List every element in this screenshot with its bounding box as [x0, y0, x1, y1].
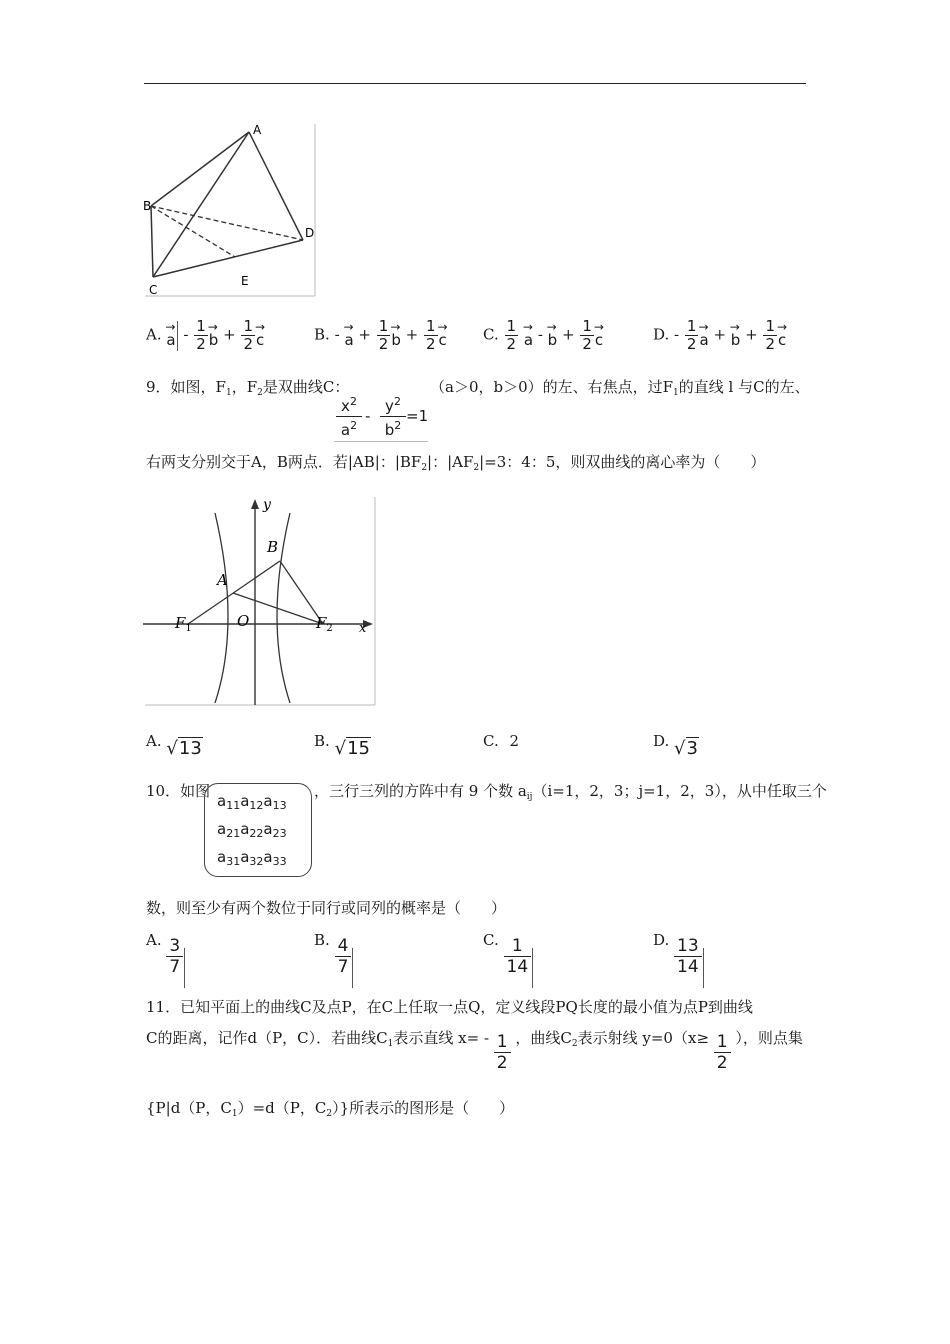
axis-x-label: x	[359, 621, 367, 636]
origin-label: O	[237, 612, 250, 630]
matrix-row-1: $a_{11}a_{12}a_{13}$	[217, 792, 287, 812]
focus-2-label: F	[316, 614, 327, 632]
matrix-row-3: $a_{31}a_{32}a_{33}$	[217, 848, 287, 868]
axis-y-label: y	[263, 497, 271, 513]
q9-option-d[interactable]: D. √3	[653, 732, 698, 759]
matrix-row-2: $a_{21}a_{22}a_{23}$	[217, 820, 287, 840]
label-D: D	[305, 226, 315, 240]
q9-option-b[interactable]: B. √15	[314, 732, 370, 759]
label-E: E	[241, 274, 249, 288]
q11-line1: 11．已知平面上的曲线C及点P，在C上任取一点Q，定义线段PQ长度的最小值为点P到曲线	[146, 998, 753, 1016]
q9-line1-left: 9．如图，$F_1$，$F_2$是双曲线C：	[146, 378, 350, 398]
q9-line1-right: （a＞0，b＞0）的左、右焦点，过$F_1$的直线 l 与C的左、	[430, 378, 810, 398]
q10-prefix: 10．如图	[146, 782, 211, 800]
q11-line3: {P|d（P，$C_1)=d(P$，$C_2$）}所表示的图形是（ ）	[146, 1099, 515, 1119]
q10-option-c[interactable]: C. $\frac{1}{14}$	[483, 930, 534, 988]
point-B-label: B	[267, 538, 279, 556]
q9-option-a[interactable]: A. √13	[146, 732, 202, 759]
q8-option-a[interactable]: A. → a - $\frac{1}{2}$ → b + $\frac{1}{2}$ → c	[146, 318, 264, 353]
label-C: C	[149, 283, 158, 297]
label-A: A	[253, 123, 262, 137]
q9-option-c[interactable]: C. 2	[483, 732, 520, 750]
svg-text:F1: $F_1$	[175, 614, 192, 634]
svg-text:F2: $F_2$	[316, 614, 333, 634]
q10-line1: ，三行三列的方阵中有 9 个数 $a_{ij}(i=1$，2，3；j=1，2，3），从中任取三个	[314, 782, 827, 802]
point-A-label: A	[217, 571, 228, 589]
q10-option-a[interactable]: A. $\frac{3}{7}$	[146, 930, 186, 988]
focus-1-label: F	[175, 614, 186, 632]
matrix-3x3	[204, 783, 312, 877]
q10-line2: 数，则至少有两个数位于同行或同列的概率是（ ）	[146, 899, 507, 917]
hyperbola-figure	[143, 495, 377, 707]
q8-option-c[interactable]: C. $\frac{1}{2}$ → a - → b + $\frac{1}{2}$ → c	[483, 318, 603, 353]
q10-option-b[interactable]: B. $\frac{4}{7}$	[314, 930, 354, 988]
hyperbola-equation: $x^2$ $a^2$ - $y^2$ $b^2$ =1	[334, 395, 428, 443]
label-B: B	[143, 199, 152, 213]
q11-line2: C的距离，记作d（P，C）．若曲线$C_1$表示直线 x= - $\frac{1}{2}$ ，曲线$C_2$表示射线 y=0（x≥ $\frac{1}{2}$ ），则点集	[146, 1029, 803, 1073]
q10-option-d[interactable]: D. $\frac{13}{14}$	[653, 930, 705, 988]
q8-option-b[interactable]: B. - → a + $\frac{1}{2}$ → b + $\frac{1}{2}$ → c	[314, 318, 447, 353]
header-rule	[144, 83, 806, 84]
q8-option-d[interactable]: D. - $\frac{1}{2}$ → a + → b + $\frac{1}{2}$ → c	[653, 318, 786, 353]
q9-line2: 右两支分别交于A，B两点．若|AB|：$|BF_2|$：$|AF_2|=3$：4：5，则双曲线的离心率为（ ）	[146, 453, 766, 473]
quadrilateral-figure	[143, 122, 318, 298]
